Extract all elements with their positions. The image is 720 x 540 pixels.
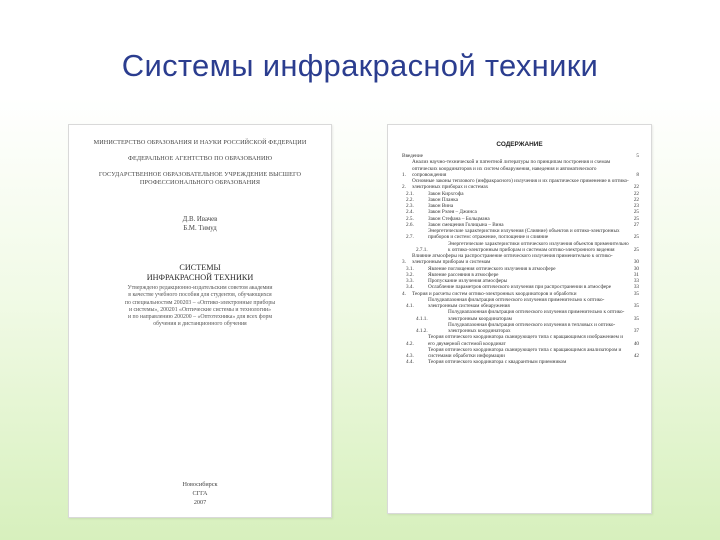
toc-entry-number: 3. <box>402 259 406 266</box>
university-line: ГОСУДАРСТВЕННОЕ ОБРАЗОВАТЕЛЬНОЕ УЧРЕЖДЕНИЕ ВЫСШЕГО ПРОФЕССИОНАЛЬНОГО ОБРАЗОВАНИЯ <box>98 171 302 186</box>
toc-entry-page: 31 <box>633 271 639 278</box>
toc-entry-title: Закон Кирхгофа <box>428 190 464 197</box>
toc-entry-number: 3.4. <box>406 284 414 291</box>
toc-entry-number: 3.3. <box>406 278 414 284</box>
toc-entry-title: Полудиапазонная фильтрация оптического излучения в тепловых и оптико-электронных координаторах <box>448 321 616 334</box>
toc-entry <box>402 159 639 178</box>
toc-entry-title: Закон смещения Голицына – Вина <box>428 221 504 228</box>
toc-entry-number: 4.1.2. <box>416 328 428 334</box>
toc-entry-number: 4.3. <box>406 353 414 359</box>
toc-entry-title: Пропускание излучения атмосферы <box>428 278 508 284</box>
toc-entry-page: 8 <box>636 171 639 178</box>
toc-entry-title: Введение <box>402 153 423 159</box>
toc-entry-page: 25 <box>633 209 639 216</box>
toc-entry-page: 25 <box>633 215 639 222</box>
toc-entry-page: 40 <box>633 340 639 347</box>
toc-entry-title: Теория оптического координатора сканирующего типа с вращающимся анализатором и системами обработки информации <box>428 346 622 359</box>
toc-entry-page: 30 <box>633 265 639 272</box>
title-page-image <box>68 124 332 518</box>
toc-entry-page: 33 <box>633 278 639 284</box>
toc-entry-title: Теория и расчеты систем оптико-электронных координаторов и обработки <box>412 290 577 297</box>
toc-entry-page: 37 <box>633 328 639 334</box>
toc-entry-page: 35 <box>633 303 639 309</box>
toc-entry-title: Явление поглощения оптического излучения в атмосфере <box>428 265 556 272</box>
toc-entry-page: 30 <box>633 259 639 266</box>
toc-entry-title: Полудиапазонная фильтрация оптического излучения применительно к оптико-электронным системам обнаружения <box>428 296 605 309</box>
toc-entry-page: 22 <box>633 196 639 203</box>
approval-line: обучения и дистанционного обучения <box>153 321 247 328</box>
toc-entry <box>402 347 639 360</box>
toc-entry-title: Ослабление параметров оптического излучения при распространении в атмосфере <box>428 284 612 291</box>
toc-entry-number: 4.1. <box>406 303 414 309</box>
toc-entry-page: 35 <box>633 290 639 297</box>
toc-entry-number: 4.4. <box>406 359 414 366</box>
toc-entry-title: Влияние атмосферы на распространение оптического излучения применительно к оптико-электронным приборам и системам <box>412 253 613 266</box>
toc-entry-page: 27 <box>633 221 639 228</box>
book-title-line-1: СИСТЕМЫ <box>179 263 221 272</box>
toc-entry-number: 2. <box>402 184 406 191</box>
toc-entry-title: Теория оптического координатора с квадрантным приемником <box>428 359 567 366</box>
toc-entry-title: Полудиапазонная фильтрация оптического излучения применительно к оптико-электронным координаторам <box>448 309 625 322</box>
table-of-contents-page <box>387 124 652 514</box>
toc-entry <box>402 359 639 365</box>
toc-entry-number: 4. <box>402 290 406 297</box>
toc-entry-title: Закон Стефана – Больцмана <box>428 215 490 222</box>
toc-entry-page: 5 <box>636 153 639 159</box>
toc-entry-title: Явление рассеяния в атмосфере <box>428 271 499 278</box>
slide-title: Системы инфракрасной техники <box>121 48 599 83</box>
toc-heading: СОДЕРЖАНИЕ <box>496 141 543 148</box>
author-2: Б.М. Тимуд <box>183 225 217 232</box>
approval-text <box>69 285 331 329</box>
toc-entry <box>402 228 639 241</box>
toc-entry <box>402 322 639 335</box>
toc-entry <box>402 241 639 254</box>
toc-entry-page: 33 <box>633 284 639 291</box>
toc-entry <box>402 297 639 310</box>
toc-entry-page: 25 <box>633 234 639 241</box>
toc-entry <box>402 334 639 347</box>
toc-entry-title: Закон Планка <box>428 196 458 203</box>
approval-line: в качестве учебного пособия для студентов, обучающихся <box>128 292 272 299</box>
toc-entry <box>402 253 639 266</box>
toc-entry-title: Анализ научно-технической и патентной литературы по принципам построения и схемам оптических координаторов и их систем обнаружения, наведения и автоматического сопровождения <box>412 159 611 178</box>
ministry-line: МИНИСТЕРСТВО ОБРАЗОВАНИЯ И НАУКИ РОССИЙСКОЙ ФЕДЕРАЦИИ <box>93 139 307 146</box>
toc-entry-number: 1. <box>402 171 406 178</box>
imprint-year: 2007 <box>193 499 207 506</box>
toc-entry-page: 22 <box>633 190 639 197</box>
toc-entry-number: 3.2. <box>406 271 414 278</box>
toc-entry-number: 4.1.1. <box>416 315 428 322</box>
toc-entry <box>402 309 639 322</box>
agency-line: ФЕДЕРАЛЬНОЕ АГЕНТСТВО ПО ОБРАЗОВАНИЮ <box>127 155 273 162</box>
author-1: Д.В. Ивачев <box>182 216 218 223</box>
approval-line: и по направлению 200200 – «Оптотехника» для всех форм <box>127 314 272 321</box>
approval-line: и системы», 200201 «Оптические системы и технологии» <box>128 306 272 313</box>
book-title-line-2: ИНФРАКРАСНОЙ ТЕХНИКИ <box>146 273 254 282</box>
toc-entry-title: Теория оптического координатора сканирующего типа с вращающимся изображением и его двумерной системой координат <box>428 334 624 347</box>
toc-entry-page: 42 <box>633 353 639 359</box>
toc-entry-number: 2.7.1. <box>416 246 428 253</box>
approval-line: по специальностям 200203 – «Оптико-электронные приборы <box>124 299 276 306</box>
toc-list <box>402 153 639 366</box>
toc-entry-number: 4.2. <box>406 340 414 347</box>
toc-entry-number: 2.2. <box>406 196 414 203</box>
toc-entry-number: 2.4. <box>406 209 414 216</box>
toc-entry-page: 22 <box>633 184 639 191</box>
approval-line: Утверждено редакционно-издательским советом академии <box>127 285 273 291</box>
toc-entry-number: 3.1. <box>406 265 414 272</box>
toc-entry-number: 2.7. <box>406 234 414 241</box>
toc-entry-title: Закон Вина <box>428 203 454 209</box>
toc-entry <box>402 178 639 191</box>
imprint-publisher: СГГА <box>192 490 208 497</box>
toc-entry-title: Основные законы теплового (инфракрасного) излучения и их практическое применение в оптико-электронных приборах и системах <box>412 178 629 191</box>
toc-entry-title: Энергетические характеристики излучения (Слияние) объектов и оптико-электронных приборов и систем: отражение, поглощение и слияние <box>428 228 620 241</box>
toc-entry-page: 35 <box>633 315 639 322</box>
toc-entry-number: 2.6. <box>406 221 414 228</box>
toc-entry-page: 25 <box>633 246 639 253</box>
toc-entry-title: Энергетические характеристики оптического излучения объектов применительно к оптико-электронным приборам и системам оптико-электронного видения <box>448 240 629 253</box>
toc-entry-title: Закон Рэлея – Джинса <box>428 209 477 216</box>
toc-entry-number: 2.1. <box>406 190 414 197</box>
toc-entry-number: 2.3. <box>406 203 414 209</box>
toc-entry-number: 2.5. <box>406 215 414 222</box>
toc-entry-page: 23 <box>633 203 639 209</box>
imprint-city: Новосибирск <box>182 481 218 488</box>
